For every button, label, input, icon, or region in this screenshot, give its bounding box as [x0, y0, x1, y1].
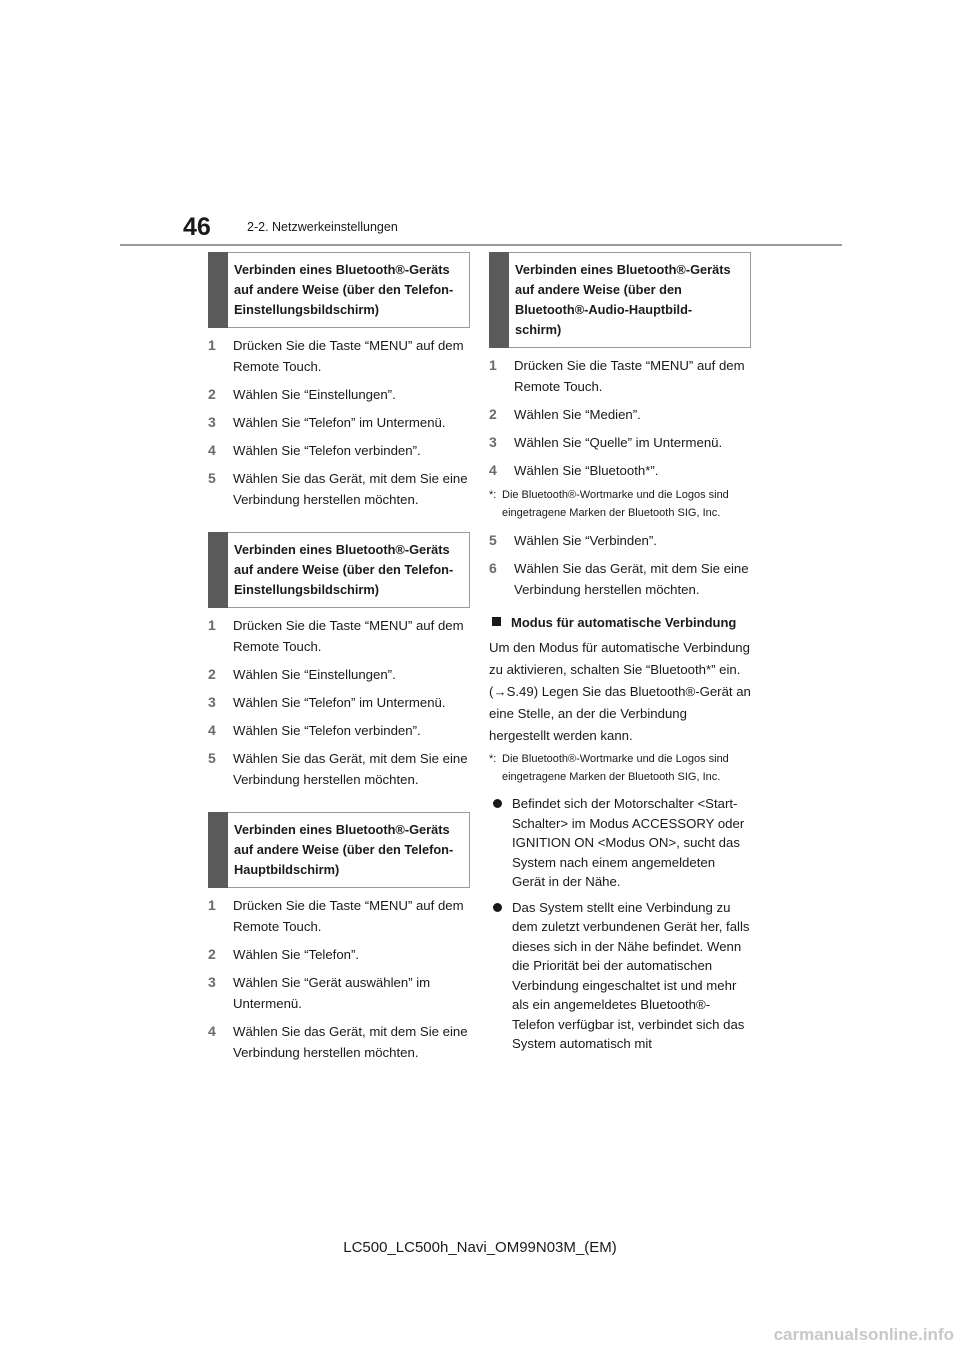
box-line: Einstellungsbildschirm)	[234, 302, 380, 317]
footnote	[489, 486, 751, 522]
section-box-audio-hauptbildschirm	[489, 252, 751, 348]
step	[208, 664, 470, 685]
step-number: 5	[208, 750, 216, 766]
step-text: Wählen Sie “Einstellungen”.	[233, 667, 396, 682]
bullet-dot-icon	[493, 799, 502, 808]
step-text: Wählen Sie “Telefon” im Untermenü.	[233, 695, 446, 710]
step-text: Wählen Sie “Telefon” im Untermenü.	[233, 415, 446, 430]
step-text: Wählen Sie das Gerät, mit dem Sie eine Verbindung herstellen möchten.	[233, 1024, 468, 1060]
step	[489, 404, 751, 425]
step	[208, 944, 470, 965]
step-text: Wählen Sie “Bluetooth*”.	[514, 463, 659, 478]
step-text: Wählen Sie “Telefon”.	[233, 947, 360, 962]
step	[489, 460, 751, 481]
step	[208, 720, 470, 741]
step-number: 2	[208, 666, 216, 682]
step-number: 4	[208, 442, 216, 458]
step-text: Wählen Sie “Verbinden”.	[514, 533, 657, 548]
step	[208, 468, 470, 510]
step-text: Wählen Sie das Gerät, mit dem Sie eine Verbindung herstellen möchten.	[514, 561, 749, 597]
step-number: 1	[208, 337, 216, 353]
step-number: 5	[489, 532, 497, 548]
box-line: Bluetooth®-Audio-Hauptbild-	[515, 302, 693, 317]
box-line: schirm)	[515, 322, 562, 337]
subheading-auto-connect	[489, 612, 751, 633]
step-text: Wählen Sie “Quelle” im Untermenü.	[514, 435, 723, 450]
square-bullet-icon	[492, 617, 501, 626]
bullet-text: Befindet sich der Motorschalter <Start-Schalter> im Modus ACCESSORY oder IGNITION ON <Modus ON>, sucht das System nach einem angemeldeten Gerät in der Nähe.	[512, 796, 745, 889]
step	[208, 615, 470, 657]
step-number: 1	[208, 897, 216, 913]
bullet-item	[489, 794, 751, 892]
footnote-mark: *:	[489, 489, 497, 501]
step	[208, 972, 470, 1014]
right-column	[489, 252, 751, 1060]
footer-doc-code: LC500_LC500h_Navi_OM99N03M_(EM)	[343, 1239, 617, 1256]
bullet-dot-icon	[493, 903, 502, 912]
page-number: 46	[183, 213, 211, 241]
step-text: Drücken Sie die Taste “MENU” auf dem Remote Touch.	[233, 618, 464, 654]
section-box-telefon-hauptbildschirm	[208, 812, 470, 888]
step	[489, 355, 751, 397]
box-line: Hauptbildschirm)	[234, 862, 340, 877]
step-list	[208, 335, 470, 510]
step	[208, 1021, 470, 1063]
box-line: auf andere Weise (über den Telefon-	[234, 282, 454, 297]
box-line: Verbinden eines Bluetooth®-Geräts	[234, 542, 450, 557]
box-line: auf andere Weise (über den	[515, 282, 682, 297]
step-text: Wählen Sie “Gerät auswählen” im Untermenü.	[233, 975, 431, 1011]
step-text: Wählen Sie das Gerät, mit dem Sie eine Verbindung herstellen möchten.	[233, 471, 468, 507]
section-box-telefon-einstellungen-1	[208, 252, 470, 328]
step	[208, 412, 470, 433]
step-list	[489, 530, 751, 600]
step-number: 3	[489, 434, 497, 450]
box-line: auf andere Weise (über den Telefon-	[234, 842, 454, 857]
bullet-item	[489, 898, 751, 1054]
step-number: 1	[489, 357, 497, 373]
step-number: 6	[489, 560, 497, 576]
footnote-text: Die Bluetooth®-Wortmarke und die Logos sind eingetragene Marken der Bluetooth SIG, Inc.	[502, 753, 729, 783]
footnote	[489, 750, 751, 786]
step	[208, 440, 470, 461]
bullet-text: Das System stellt eine Verbindung zu dem zuletzt verbundenen Gerät her, falls dieses sich in der Nähe befindet. Wenn die Priorität bei der automatischen Verbindung eingeschaltet ist und mehr als ein angemeldetes Bluetooth®-Telefon verfügbar ist, verbindet sich das System automatisch mit	[512, 899, 750, 1051]
step-number: 3	[208, 694, 216, 710]
box-line: Verbinden eines Bluetooth®-Geräts	[234, 262, 450, 277]
step	[489, 558, 751, 600]
step-text: Drücken Sie die Taste “MENU” auf dem Remote Touch.	[514, 358, 745, 394]
step-text: Wählen Sie “Einstellungen”.	[233, 387, 396, 402]
step-number: 3	[208, 974, 216, 990]
box-line: Verbinden eines Bluetooth®-Geräts	[234, 822, 450, 837]
paragraph: Um den Modus für automatische Verbindung zu aktivieren, schalten Sie “Bluetooth*” ein. (→S.49) Legen Sie das Bluetooth®-Gerät an eine Stelle, an der die Verbindung hergestellt werden kann.	[489, 640, 751, 743]
step	[208, 692, 470, 713]
footnote-mark: *:	[489, 753, 497, 765]
step	[208, 895, 470, 937]
section-box-telefon-einstellungen-2	[208, 532, 470, 608]
step	[489, 530, 751, 551]
box-line: Verbinden eines Bluetooth®-Geräts	[515, 262, 731, 277]
step-number: 4	[208, 722, 216, 738]
subheading-text: Modus für automatische Verbindung	[511, 615, 737, 630]
step-number: 2	[208, 946, 216, 962]
step-number: 4	[489, 462, 497, 478]
step-list	[489, 355, 751, 481]
step-list	[208, 895, 470, 1063]
step-text: Wählen Sie “Telefon verbinden”.	[233, 443, 421, 458]
step-text: Drücken Sie die Taste “MENU” auf dem Remote Touch.	[233, 898, 464, 934]
step-text: Drücken Sie die Taste “MENU” auf dem Remote Touch.	[233, 338, 464, 374]
watermark: carmanualsonline.info	[773, 1325, 954, 1344]
step-number: 2	[208, 386, 216, 402]
step	[208, 384, 470, 405]
step-number: 1	[208, 617, 216, 633]
box-line: Einstellungsbildschirm)	[234, 582, 380, 597]
step	[489, 432, 751, 453]
left-column	[208, 252, 470, 1085]
chapter-title: 2-2. Netzwerkeinstellungen	[247, 220, 398, 234]
step-list	[208, 615, 470, 790]
step-number: 5	[208, 470, 216, 486]
step-text: Wählen Sie “Medien”.	[514, 407, 641, 422]
footnote-text: Die Bluetooth®-Wortmarke und die Logos sind eingetragene Marken der Bluetooth SIG, Inc.	[502, 489, 729, 519]
header-rule	[120, 244, 842, 246]
step	[208, 748, 470, 790]
step-number: 3	[208, 414, 216, 430]
step-text: Wählen Sie das Gerät, mit dem Sie eine Verbindung herstellen möchten.	[233, 751, 468, 787]
step-number: 4	[208, 1023, 216, 1039]
step	[208, 335, 470, 377]
step-text: Wählen Sie “Telefon verbinden”.	[233, 723, 421, 738]
box-line: auf andere Weise (über den Telefon-	[234, 562, 454, 577]
step-number: 2	[489, 406, 497, 422]
